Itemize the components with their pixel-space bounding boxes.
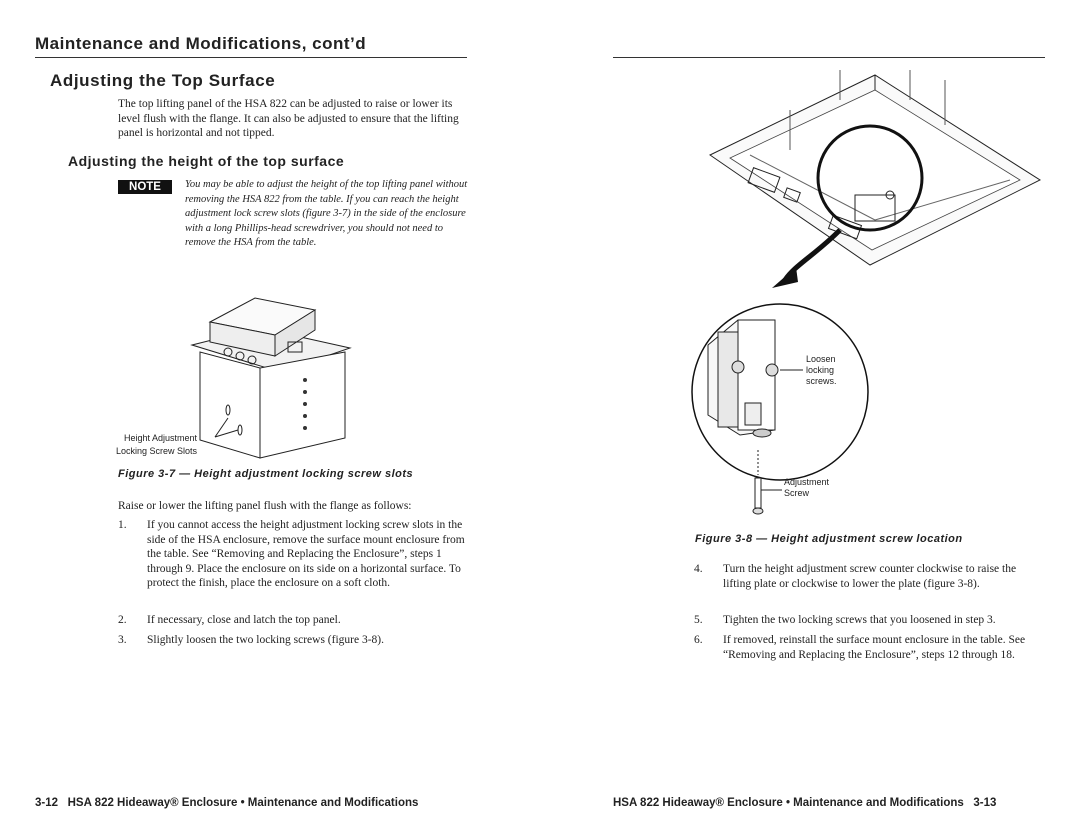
figure8-loosen-line1: Loosen	[806, 354, 836, 364]
footer-right	[613, 797, 996, 809]
figure8-loosen-line2: locking	[806, 365, 835, 375]
footer-left-text: HSA 822 Hideaway® Enclosure • Maintenance and Modifications	[67, 797, 419, 809]
step-item	[118, 633, 470, 649]
step-number: 4.	[694, 563, 703, 575]
page-header-title: Maintenance and Modifications, cont’d	[35, 34, 367, 53]
figure7-label-line2: Locking Screw Slots	[116, 446, 198, 456]
step-number: 5.	[694, 614, 703, 626]
figure-3-8-illustration	[690, 70, 1050, 520]
figure7-caption: Figure 3-7 — Height adjustment locking screw slots	[118, 468, 414, 480]
footer-right-text: HSA 822 Hideaway® Enclosure • Maintenance and Modifications	[613, 797, 964, 809]
step-number: 1.	[118, 519, 127, 531]
intro-paragraph: The top lifting panel of the HSA 822 can be adjusted to raise or lower its level flush with the flange. It can also be adjusted to ensure that the lifting panel is horizontal and not tipped.	[118, 98, 459, 139]
step-item	[694, 633, 1046, 681]
step-text: If necessary, close and latch the top panel.	[147, 614, 341, 626]
footer-left	[35, 797, 418, 809]
header-rule-left	[35, 57, 467, 58]
footer-left-page-number: 3-12	[35, 797, 59, 809]
figure8-adjust-line1: Adjustment	[784, 477, 830, 487]
section-title: Adjusting the Top Surface	[50, 71, 276, 90]
header-rule-right	[613, 57, 1045, 58]
step-text: If you cannot access the height adjustment locking screw slots in the side of the HSA enclosure, remove the surface mount enclosure from the table. See “Removing and Replacing the Enclosure”, steps 1 through 9. Place the enclosure on its side on a horizontal surface. To protect the finish, place the enclosure on a soft cloth.	[147, 519, 465, 589]
note-text: You may be able to adjust the height of the top lifting panel without removing the HSA 822 from the table. If you can reach the height adjustment lock screw slots (figure 3-7) in the side of the enclosure with a long Phillips-head screwdriver, you should not need to remove the HSA from the table.	[185, 179, 468, 248]
step-item	[694, 613, 1046, 629]
step-item	[118, 613, 470, 629]
figure8-caption: Figure 3-8 — Height adjustment screw location	[695, 533, 963, 545]
step-text: Tighten the two locking screws that you loosened in step 3.	[723, 614, 996, 626]
step-text: Slightly loosen the two locking screws (figure 3-8).	[147, 634, 384, 646]
step-item	[118, 518, 470, 608]
footer-right-page-number: 3-13	[973, 797, 997, 809]
step-number: 3.	[118, 634, 127, 646]
step-number: 6.	[694, 634, 703, 646]
figure7-label-line1: Height Adjustment	[124, 433, 198, 443]
subsection-title: Adjusting the height of the top surface	[68, 153, 345, 169]
lead-paragraph: Raise or lower the lifting panel flush with the flange as follows:	[118, 500, 412, 512]
step-text: If removed, reinstall the surface mount enclosure in the table. See “Removing and Replacing the Enclosure”, steps 12 through 18.	[723, 634, 1026, 661]
note-badge: NOTE	[118, 180, 172, 194]
step-text: Turn the height adjustment screw counter clockwise to raise the lifting plate or clockwise to lower the plate (figure 3-8).	[723, 563, 1017, 590]
step-item	[694, 562, 1046, 610]
step-number: 2.	[118, 614, 127, 626]
figure8-loosen-line3: screws.	[806, 376, 837, 386]
figure8-adjust-line2: Screw	[784, 488, 810, 498]
